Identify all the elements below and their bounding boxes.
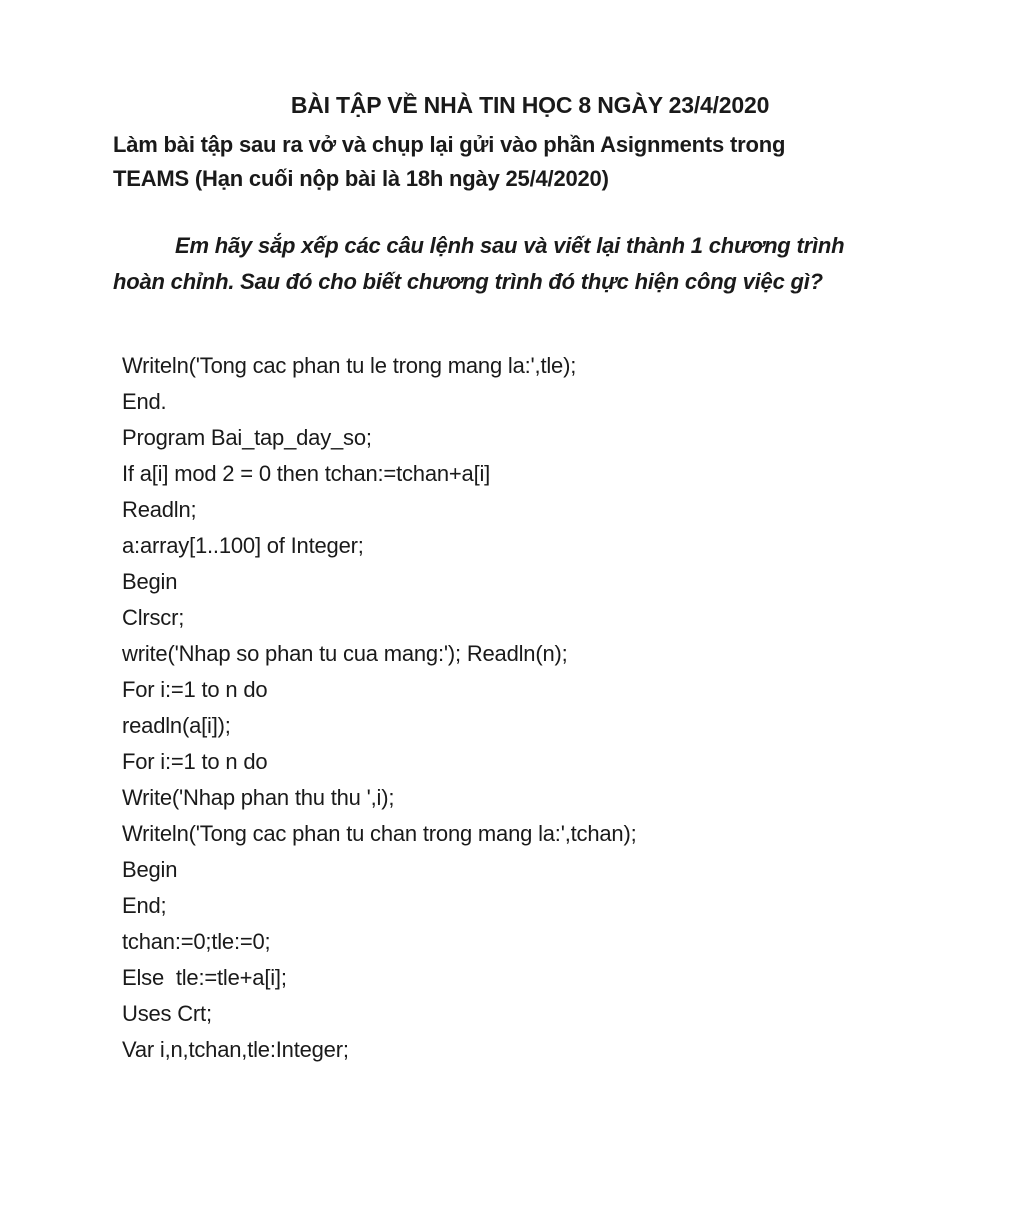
task-line — [113, 228, 933, 264]
code-line: For i:=1 to n do — [122, 677, 268, 702]
code-line: For i:=1 to n do — [122, 749, 268, 774]
code-line: Uses Crt; — [122, 1001, 212, 1026]
document-title: BÀI TẬP VỀ NHÀ TIN HỌC 8 NGÀY 23/4/2020 — [290, 92, 770, 118]
code-line: Readln; — [122, 497, 197, 522]
code-line: Begin — [122, 857, 178, 882]
task-description — [113, 228, 933, 300]
instruction — [113, 128, 913, 196]
instruction-line: TEAMS (Hạn cuối nộp bài là 18h ngày 25/4/2020) — [113, 166, 609, 191]
code-line: tchan:=0;tle:=0; — [122, 929, 271, 954]
task-line: hoàn chỉnh. Sau đó cho biết chương trình đó thực hiện công việc gì? — [113, 269, 823, 294]
code-line: Writeln('Tong cac phan tu chan trong mang la:',tchan); — [122, 821, 637, 846]
code-line: a:array[1..100] of Integer; — [122, 533, 364, 558]
task-line-text: Em hãy sắp xếp các câu lệnh sau và viết lại thành 1 chương trình — [175, 233, 845, 258]
code-line: Var i,n,tchan,tle:Integer; — [122, 1037, 349, 1062]
instruction-line: Làm bài tập sau ra vở và chụp lại gửi vào phần Asignments trong — [113, 132, 786, 157]
code-line: Else tle:=tle+a[i]; — [122, 965, 287, 990]
code-line: End; — [122, 893, 167, 918]
code-line: Begin — [122, 569, 178, 594]
code-statement-list — [122, 348, 636, 1068]
code-line: readln(a[i]); — [122, 713, 231, 738]
code-line: Program Bai_tap_day_so; — [122, 425, 372, 450]
code-line: write('Nhap so phan tu cua mang:'); Readln(n); — [122, 641, 568, 666]
code-line: Writeln('Tong cac phan tu le trong mang la:',tle); — [122, 353, 577, 378]
code-line: End. — [122, 389, 167, 414]
code-line: Write('Nhap phan thu thu ',i); — [122, 785, 395, 810]
code-line: Clrscr; — [122, 605, 185, 630]
code-line: If a[i] mod 2 = 0 then tchan:=tchan+a[i] — [122, 461, 491, 486]
